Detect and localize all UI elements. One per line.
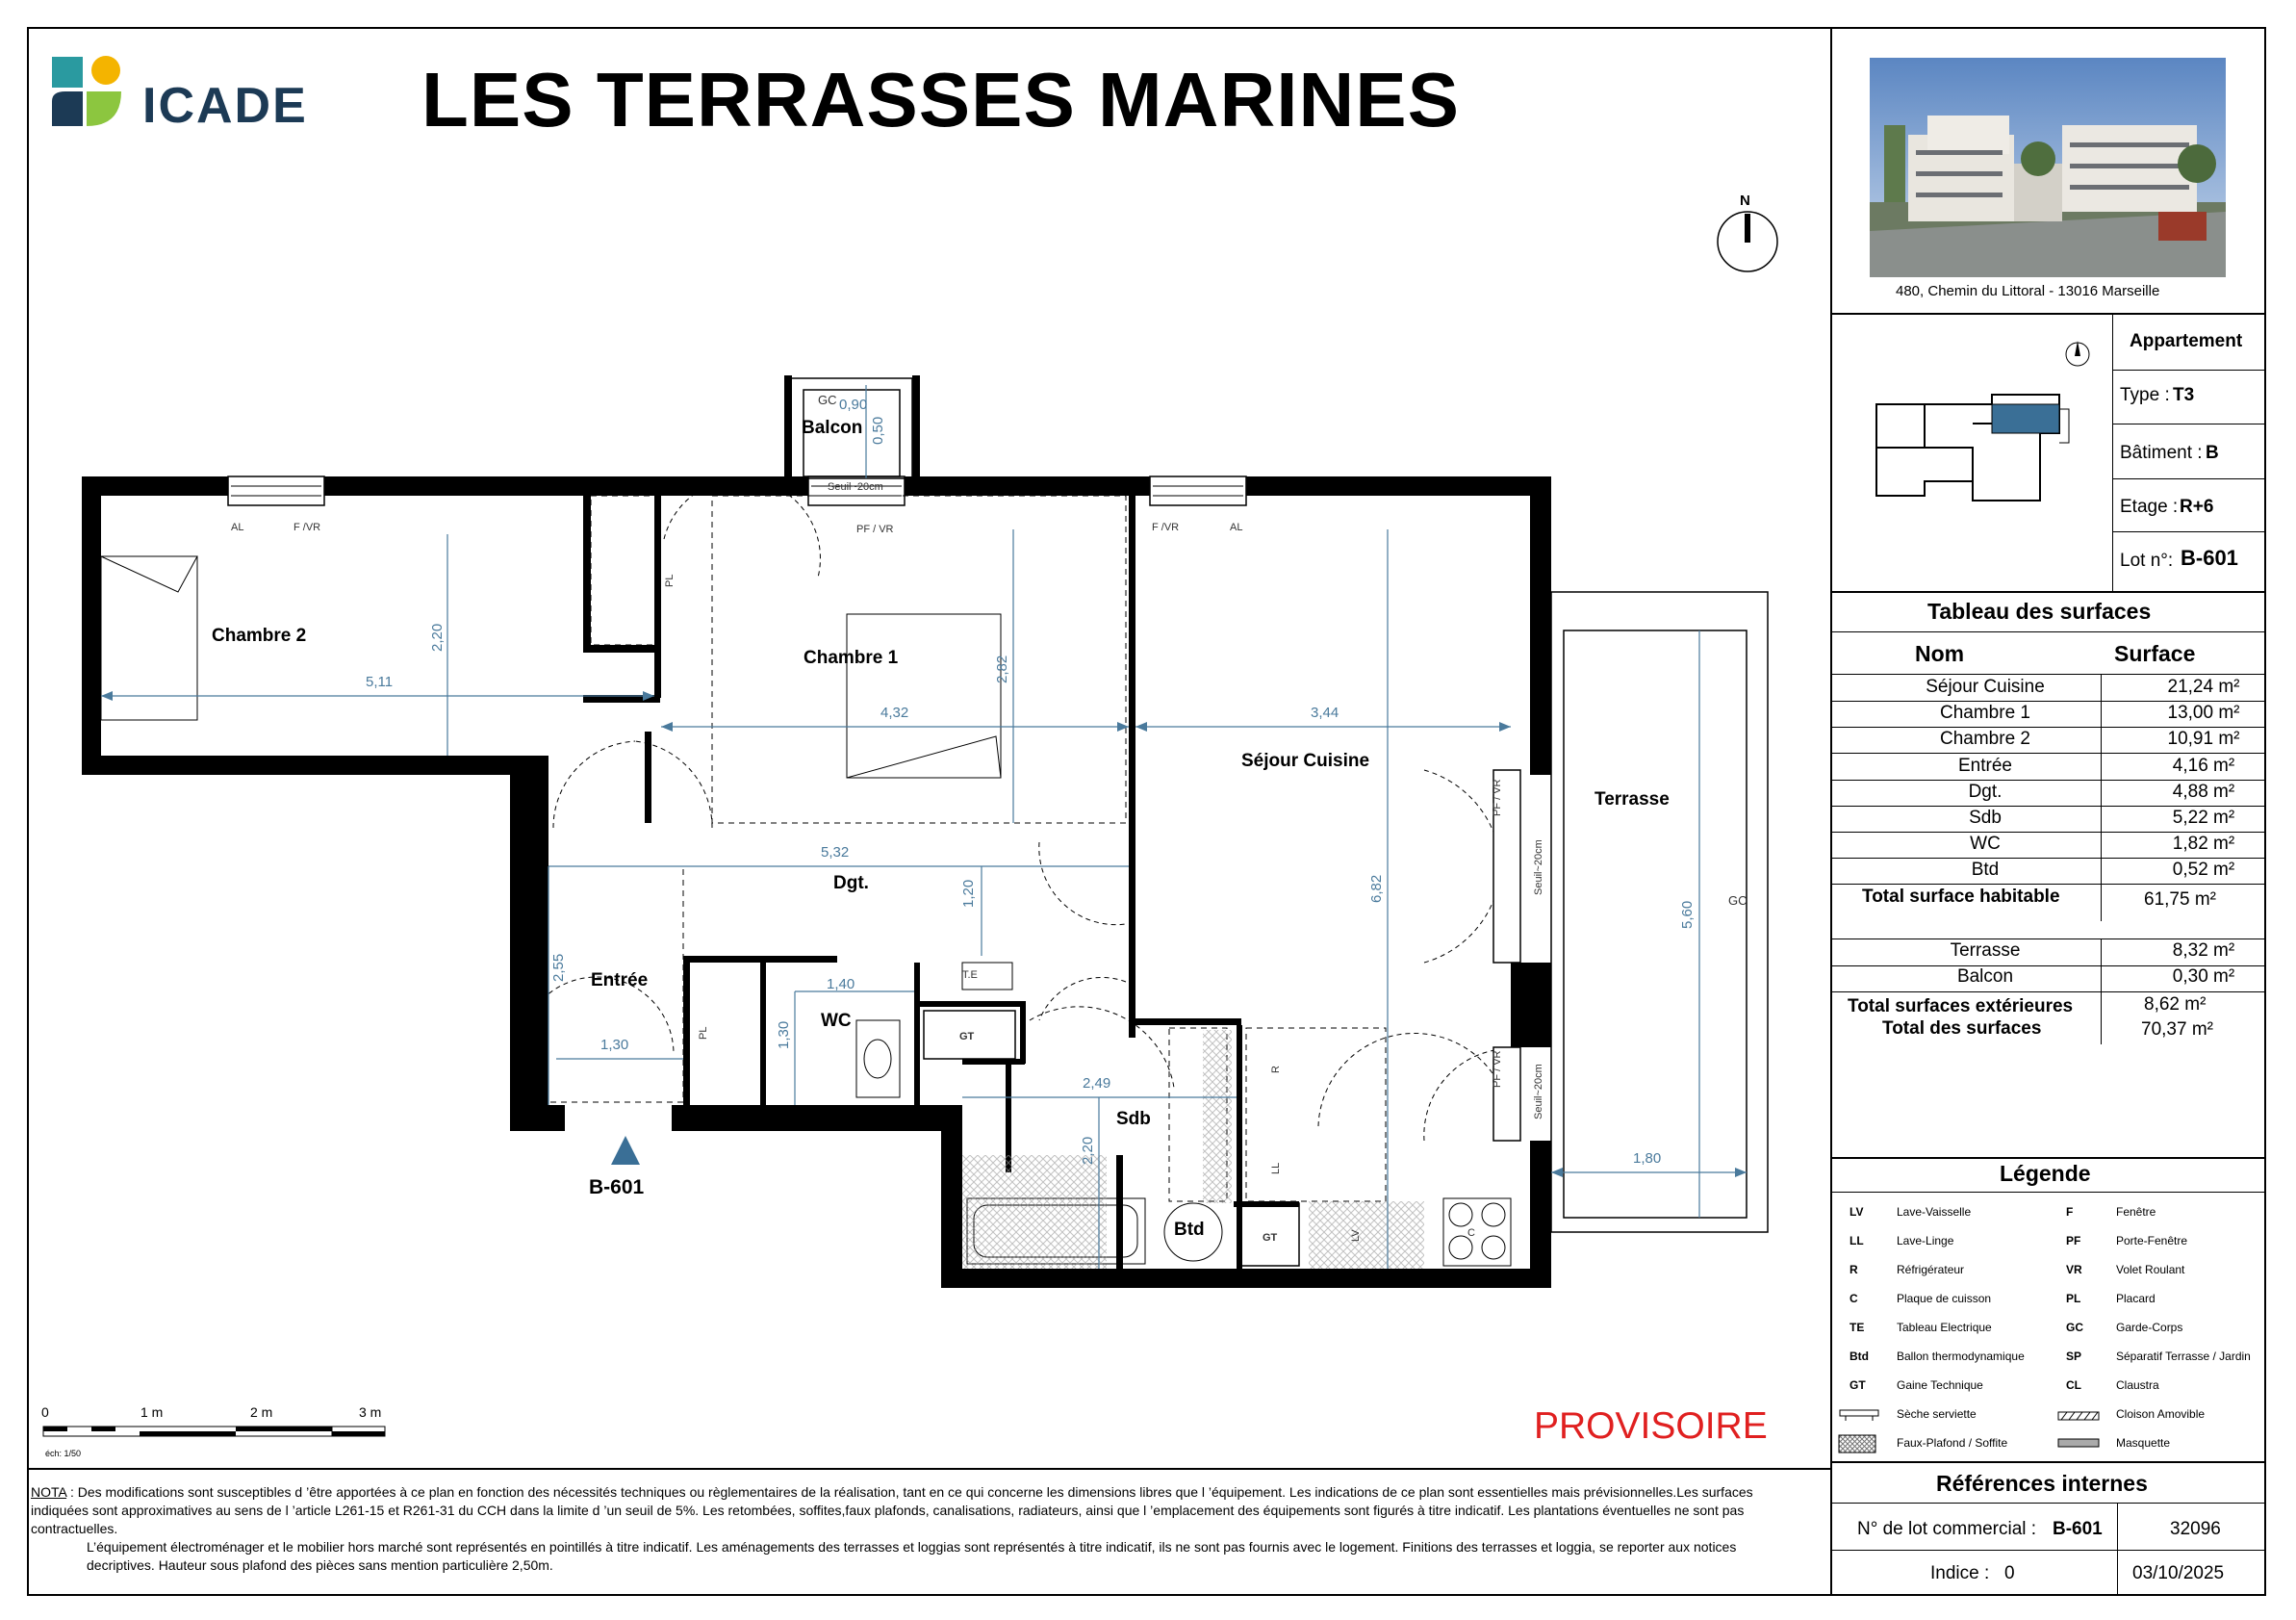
surface-row (1831, 860, 2266, 886)
surface-name: Balcon (1956, 966, 2014, 987)
dimension-label: 1,20 (960, 879, 977, 908)
exterior-surface-row (1831, 966, 2266, 992)
plan-mark: F /VR (293, 522, 321, 533)
surface-value: 4,88 m² (2172, 781, 2235, 802)
plan-mark: F /VR (1152, 522, 1180, 533)
legend-text: Sèche serviette (1897, 1407, 1977, 1421)
legend-text: Tableau Electrique (1897, 1321, 1992, 1334)
plan-mark: GC (1728, 893, 1748, 908)
surface-name: Sdb (1969, 808, 2002, 828)
surface-row-line (1831, 780, 2266, 781)
type-value: T3 (2173, 385, 2195, 405)
surfaces-col-name: Nom (1915, 641, 1965, 666)
legend-code: GT (1850, 1378, 1866, 1392)
plan-mark: PF / VR (1492, 779, 1503, 816)
dimension-label: 5,11 (366, 674, 394, 690)
plan-mark: Seuil~20cm (1533, 1064, 1544, 1119)
legend-heading: Légende (2000, 1161, 2091, 1186)
key-plan-icon (1867, 385, 2088, 520)
surface-row (1831, 782, 2266, 808)
references-lot-value: B-601 (2053, 1519, 2103, 1539)
sidebar-row-line (1831, 313, 2266, 315)
dimension-label: 0,90 (839, 397, 868, 413)
towel-dryer-icon (1838, 1408, 1880, 1422)
surfaces-col-surface: Surface (2114, 641, 2196, 666)
building-value: B (2206, 443, 2219, 463)
sidebar-row-line (1831, 1157, 2266, 1159)
north-label: N (1740, 193, 1750, 209)
surfaces-header-line (1831, 674, 2266, 675)
legend-code: PF (2066, 1234, 2081, 1247)
note-text-1: : Des modifications sont susceptibles d ’être apportées à ce plan en fonction des nécessités techniques ou règlementaires de la réalisation, tant en ce qui concerne les dimensions libres que l ’équipement. Les indications de ce plan sont essentielles mais prévisionnelles.Les surfaces indiquées sont approximatives au sens de l ’article L261-15 et R261-31 du CCH dans la limite d ’un seuil de 5%. Les retombées, soffites,faux plafonds, canalisations, radiateurs, ainsi que l ’emplacement des équipements sont figurés à titre indicatif. Les plantations éventuelles ne sont pas contractuelles. (31, 1484, 1753, 1536)
legend-text: Masquette (2116, 1436, 2171, 1450)
surface-name: Terrasse (1950, 940, 2021, 961)
legend-text: Ballon thermodynamique (1897, 1350, 2025, 1363)
surface-value: 1,82 m² (2172, 834, 2235, 855)
plan-mark: Seuil~20cm (1533, 839, 1544, 895)
dimension-label: 2,55 (550, 953, 567, 982)
legend-text: Séparatif Terrasse / Jardin (2116, 1350, 2251, 1363)
legend-code: Btd (1850, 1350, 1869, 1363)
total-exterior-label: Total surfaces extérieures (1848, 996, 2074, 1016)
room-sdb: Sdb (1116, 1109, 1151, 1129)
surface-row-line (1831, 701, 2266, 702)
total-exterior-value: 8,62 m² (2144, 994, 2207, 1015)
plan-mark: PL (698, 1026, 709, 1040)
legend-text: Réfrigérateur (1897, 1263, 1965, 1276)
plan-mark: AL (231, 522, 244, 533)
surface-row (1831, 808, 2266, 834)
surface-row (1831, 756, 2266, 782)
legend-text: Gaine Technique (1897, 1378, 1983, 1392)
plan-mark: AL (1230, 522, 1243, 533)
plan-mark: GT (959, 1031, 975, 1042)
room-balcon: Balcon (802, 418, 863, 438)
legend-code: R (1850, 1263, 1858, 1276)
dimension-label: 2,49 (1083, 1075, 1111, 1092)
address-text: 480, Chemin du Littoral - 13016 Marseille (1896, 283, 2160, 299)
plan-mark: LL (1270, 1162, 1282, 1174)
surface-name: Entrée (1958, 755, 2012, 776)
surface-row-line (1831, 884, 2266, 885)
building-label: Bâtiment : (2120, 443, 2203, 463)
dimension-label: 5,60 (1679, 900, 1696, 929)
dimension-label: 1,30 (776, 1020, 792, 1049)
legend-code: F (2066, 1205, 2074, 1219)
room-chambre1: Chambre 1 (804, 648, 899, 668)
references-code: 32096 (2170, 1519, 2221, 1539)
dimension-label: 5,32 (821, 844, 850, 861)
dimension-label: 0,50 (870, 416, 886, 445)
plan-mark: T.E (962, 969, 978, 981)
masquette-icon (2057, 1438, 2100, 1448)
surface-row-line (1831, 832, 2266, 833)
total-value: 70,37 m² (2141, 1019, 2213, 1040)
type-label: Type : (2120, 385, 2170, 405)
floor-label: Etage : (2120, 497, 2179, 517)
scale-ratio: éch: 1/50 (45, 1449, 82, 1458)
legend-text: Faux-Plafond / Soffite (1897, 1436, 2008, 1450)
surface-row-line (1831, 858, 2266, 859)
dimension-label: 3,44 (1311, 705, 1339, 721)
surface-value: 21,24 m² (2167, 677, 2240, 697)
dimension-label: 2,20 (429, 623, 446, 652)
surface-row (1831, 703, 2266, 729)
provisional-stamp: PROVISOIRE (1534, 1405, 1768, 1447)
plan-mark: PF / VR (1492, 1050, 1503, 1088)
references-index-value: 0 (2004, 1563, 2015, 1583)
plan-mark: R (1270, 1066, 1282, 1073)
exterior-surface-row (1831, 940, 2266, 966)
scale-tick-2: 2 m (250, 1404, 273, 1420)
dimension-label: 1,80 (1633, 1150, 1662, 1167)
legend-code: C (1850, 1292, 1858, 1305)
dimension-label: 4,32 (880, 705, 909, 721)
movable-partition-icon (2057, 1411, 2100, 1421)
legend-code: LL (1850, 1234, 1864, 1247)
surface-row (1831, 729, 2266, 755)
apartment-row-line (2112, 370, 2266, 371)
sidebar-row-line (1831, 1461, 2266, 1463)
surface-row (1831, 677, 2266, 703)
legend-text: Plaque de cuisson (1897, 1292, 1992, 1305)
legend-text: Claustra (2116, 1378, 2159, 1392)
room-entree: Entrée (591, 970, 649, 990)
total-label: Total des surfaces (1882, 1018, 2042, 1039)
floor-value: R+6 (2180, 497, 2214, 517)
plan-mark: GC (818, 393, 837, 407)
legend-code: PL (2066, 1292, 2081, 1305)
key-plan-north-icon (2063, 337, 2092, 370)
surface-row (1831, 834, 2266, 860)
legend-text: Volet Roulant (2116, 1263, 2185, 1276)
dimension-label: 1,30 (600, 1037, 629, 1053)
note-text-2: L’équipement électroménager et le mobilier hors marché sont représentés en pointillés à titre indicatif. Les aménagements des terrasses et loggias sont représentés à titre indicatif, ils ne sont pas fournis avec le logement. Finitions des terrasses et loggia, se reporter aux notices decriptives. Hauteur sous plafond des pièces sans mention particulière 2,50m. (87, 1539, 1737, 1573)
building-render-image (1870, 58, 2226, 277)
legend-text: Garde-Corps (2116, 1321, 2183, 1334)
total-habitable-label: Total surface habitable (1862, 887, 2060, 907)
legend-heading-line (1831, 1192, 2266, 1193)
plan-mark: Seuil~20cm (828, 481, 883, 493)
plan-mark: GT (1263, 1232, 1278, 1244)
room-chambre2: Chambre 2 (212, 626, 307, 646)
legend-text: Placard (2116, 1292, 2156, 1305)
references-date: 03/10/2025 (2132, 1563, 2225, 1583)
notes-divider (27, 1468, 1831, 1470)
references-lot-label: N° de lot commercial : (1857, 1519, 2037, 1539)
project-title: LES TERRASSES MARINES (421, 57, 1460, 142)
surface-value: 8,32 m² (2172, 940, 2235, 961)
surface-row-line (1831, 991, 2266, 992)
surface-value: 4,16 m² (2172, 755, 2235, 776)
surfaces-heading-line (1831, 631, 2266, 632)
legend-text: Cloison Amovible (2116, 1407, 2206, 1421)
sidebar-row-line (1831, 591, 2266, 593)
apartment-row-line (2112, 478, 2266, 479)
room-btd: Btd (1174, 1220, 1205, 1240)
disclaimer-note (31, 1483, 1801, 1575)
apartment-heading: Appartement (2130, 331, 2243, 351)
legend-code: LV (1850, 1205, 1864, 1219)
note-label: NOTA (31, 1484, 67, 1500)
surface-value: 10,91 m² (2167, 729, 2240, 750)
legend-text: Fenêtre (2116, 1205, 2156, 1219)
legend-text: Lave-Vaisselle (1897, 1205, 1972, 1219)
lot-marker-label: B-601 (589, 1176, 645, 1198)
surface-name: Chambre 2 (1940, 729, 2030, 750)
legend-code: SP (2066, 1350, 2082, 1363)
surface-row-line (1831, 806, 2266, 807)
dimension-label: 6,82 (1368, 874, 1385, 903)
scale-tick-0: 0 (41, 1404, 49, 1420)
references-line (1831, 1503, 2266, 1504)
scale-tick-3: 3 m (359, 1404, 382, 1420)
lot-label: Lot n°: (2120, 551, 2174, 571)
dimension-label: 2,82 (994, 655, 1010, 683)
legend-text: Porte-Fenêtre (2116, 1234, 2188, 1247)
surface-value: 0,52 m² (2172, 860, 2235, 881)
surface-name: Séjour Cuisine (1926, 677, 2045, 697)
surface-name: Chambre 1 (1940, 703, 2030, 724)
legend-code: GC (2066, 1321, 2083, 1334)
legend-code: TE (1850, 1321, 1865, 1334)
room-terrasse: Terrasse (1594, 789, 1670, 810)
references-line (1831, 1550, 2266, 1551)
surface-name: Btd (1971, 860, 2000, 881)
apartment-row-line (2112, 531, 2266, 532)
surface-row-line (1831, 727, 2266, 728)
dimension-label: 2,20 (1080, 1136, 1096, 1165)
legend-code: CL (2066, 1378, 2081, 1392)
apartment-info-divider (2112, 314, 2113, 591)
references-index-label: Indice : (1930, 1563, 1990, 1583)
false-ceiling-icon (1838, 1434, 1876, 1453)
surface-row-line (1831, 753, 2266, 754)
room-dgt: Dgt. (833, 873, 869, 893)
surface-value: 13,00 m² (2167, 703, 2240, 724)
references-heading: Références internes (1936, 1471, 2148, 1496)
plan-mark: LV (1350, 1229, 1362, 1242)
lot-value: B-601 (2181, 546, 2238, 570)
logo-text: ICADE (142, 78, 308, 134)
legend-code: VR (2066, 1263, 2082, 1276)
room-sejour: Séjour Cuisine (1241, 751, 1370, 771)
scale-tick-1: 1 m (140, 1404, 164, 1420)
legend-text: Lave-Linge (1897, 1234, 1954, 1247)
surfaces-heading: Tableau des surfaces (1927, 599, 2152, 624)
surface-value: 0,30 m² (2172, 966, 2235, 987)
dimension-label: 1,40 (827, 976, 855, 992)
surface-name: WC (1970, 834, 2001, 855)
plan-mark: C (1467, 1227, 1475, 1239)
surface-name: Dgt. (1968, 781, 2003, 802)
plan-mark: PL (664, 574, 676, 587)
room-wc: WC (821, 1011, 852, 1031)
total-habitable-value: 61,75 m² (2144, 889, 2216, 910)
surface-value: 5,22 m² (2172, 808, 2235, 828)
plan-mark: PF / VR (856, 524, 894, 535)
